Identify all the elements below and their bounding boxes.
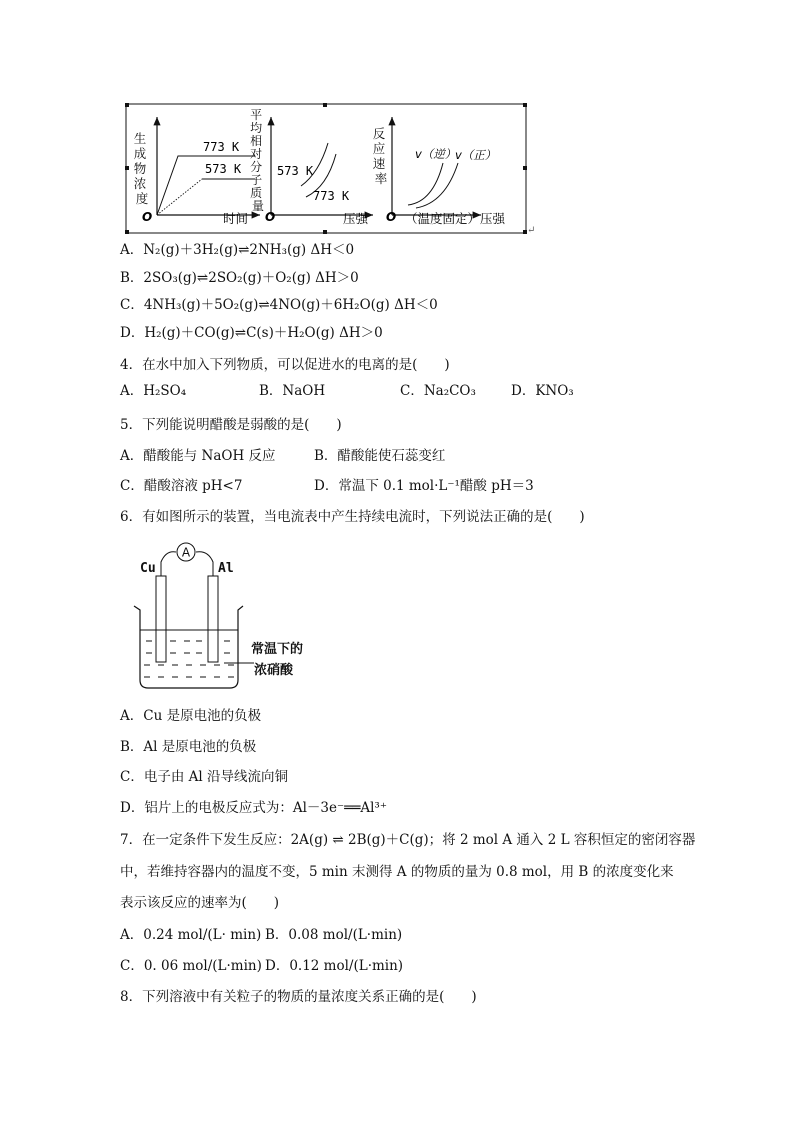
g1-ylabel-1: 成 [133,146,147,161]
graph-product-concentration [133,117,263,226]
solution-label-line2: 浓硝酸 [254,663,294,678]
g2-ylabel-2: 相 [250,134,263,148]
beaker [134,606,243,688]
q5-option-c: C．醋酸溶液 pH<7 [120,478,243,494]
g1-label-773k: 773 K [203,140,240,154]
g1-xlabel: 时间 [223,211,249,226]
q6-option-b: B．Al 是原电池的负极 [120,739,257,755]
g3-label-reverse: v（逆） [415,147,457,161]
graphs-figure [125,103,527,234]
g2-label-573k: 573 K [277,164,314,178]
g1-ylabel-2: 物 [133,161,147,176]
electrode-cu [156,576,166,662]
galvanic-cell-figure [130,538,320,698]
q7-option-c: C．0. 06 mol/(L·min) [120,958,262,974]
graph-reaction-rate [373,117,506,226]
q4-option-d: D．KNO₃ [511,383,574,399]
q7-option-a: A．0.24 mol/(L· min) [120,927,262,943]
q6-option-d: D．铝片上的电极反应式为：Al－3e⁻══Al³⁺ [120,800,387,816]
g3-ylabel-2: 速 [372,156,386,171]
ammeter-label: A [181,545,191,560]
q4-option-c: C．Na₂CO₃ [400,383,476,399]
g2-xlabel: 压强 [343,211,369,226]
q7-line-2: 中，若维持容器内的温度不变，5 min 末测得 A 的物质的量为 0.8 mol，用 B 的浓度变化来 [120,864,674,880]
g3-curve-forward [416,163,458,208]
g1-label-573k: 573 K [205,162,242,176]
q5-option-d: D．常温下 0.1 mol·L⁻¹醋酸 pH＝3 [314,478,534,494]
q7-option-b: B．0.08 mol/(L·min) [265,927,403,943]
g2-ylabel-4: 分 [250,160,263,174]
g1-ylabel-0: 生 [133,131,147,146]
q5-option-b: B．醋酸能使石蕊变红 [314,448,446,464]
g2-ylabel-0: 平 [250,108,263,122]
g2-ylabel-1: 均 [250,121,263,135]
g3-ylabel-1: 应 [372,141,386,156]
q4-option-b: B．NaOH [259,383,326,399]
q4-option-a: A．H₂SO₄ [120,383,187,399]
g3-label-forward: v（正） [455,148,497,162]
q6-stem: 6．有如图所示的装置，当电流表中产生持续电流时，下列说法正确的是( ) [120,509,585,525]
g1-origin: O [142,210,153,224]
electrode-al [208,576,218,662]
svg-text:生 成 物 浓 [134,131,151,206]
g2-ylabel-7: 量 [251,199,265,213]
g3-curve-reverse [408,163,443,205]
q7-option-d: D．0.12 mol/(L·min) [265,958,404,974]
graph-average-molar-mass [250,108,373,226]
g2-ylabel-5: 子 [250,173,263,187]
g2-label-773k: 773 K [313,189,350,203]
g1-ylabel-3: 浓 [133,176,147,191]
q7-line-1: 7．在一定条件下发生反应：2A(g) ⇌ 2B(g)＋C(g)；将 2 mol A 通入 2 L 容积恒定的密闭容器 [120,832,696,848]
q3-option-a: A．N₂(g)＋3H₂(g)⇌2NH₃(g) ΔH＜0 [120,242,355,258]
return-mark: ↵ [527,225,536,236]
label-cu: Cu [140,561,156,576]
g3-ylabel-3: 率 [374,171,388,186]
g1-ylabel-4: 度 [135,191,149,206]
g2-origin: O [265,210,276,224]
q7-line-3: 表示该反应的速率为( ) [120,895,280,911]
q6-option-c: C．电子由 Al 沿导线流向铜 [120,769,288,785]
solution-label-line1: 常温下的 [251,642,304,657]
label-al: Al [218,561,234,576]
q4-stem: 4．在水中加入下列物质，可以促进水的电离的是( ) [120,357,450,373]
svg-text:反 应 速 率 [373,126,390,186]
q3-option-d: D．H₂(g)＋CO(g)⇌C(s)＋H₂O(g) ΔH＞0 [120,325,383,341]
q3-option-b: B．2SO₃(g)⇌2SO₂(g)＋O₂(g) ΔH＞0 [120,270,359,286]
g2-ylabel-6: 质 [250,186,263,200]
q5-option-a: A．醋酸能与 NaOH 反应 [120,448,276,464]
q6-option-a: A．Cu 是原电池的负极 [120,708,262,724]
q3-option-c: C．4NH₃(g)＋5O₂(g)⇌4NO(g)＋6H₂O(g) ΔH＜0 [120,297,438,313]
g2-ylabel-3: 对 [250,147,263,161]
svg-text:平 均 相 对 [250,108,266,213]
q5-stem: 5．下列能说明醋酸是弱酸的是( ) [120,417,342,433]
g3-origin: O [386,210,397,224]
q8-stem: 8．下列溶液中有关粒子的物质的量浓度关系正确的是( ) [120,989,477,1005]
g3-ylabel-0: 反 [372,126,386,141]
g3-xlabel: （温度固定）压强 [405,211,506,226]
